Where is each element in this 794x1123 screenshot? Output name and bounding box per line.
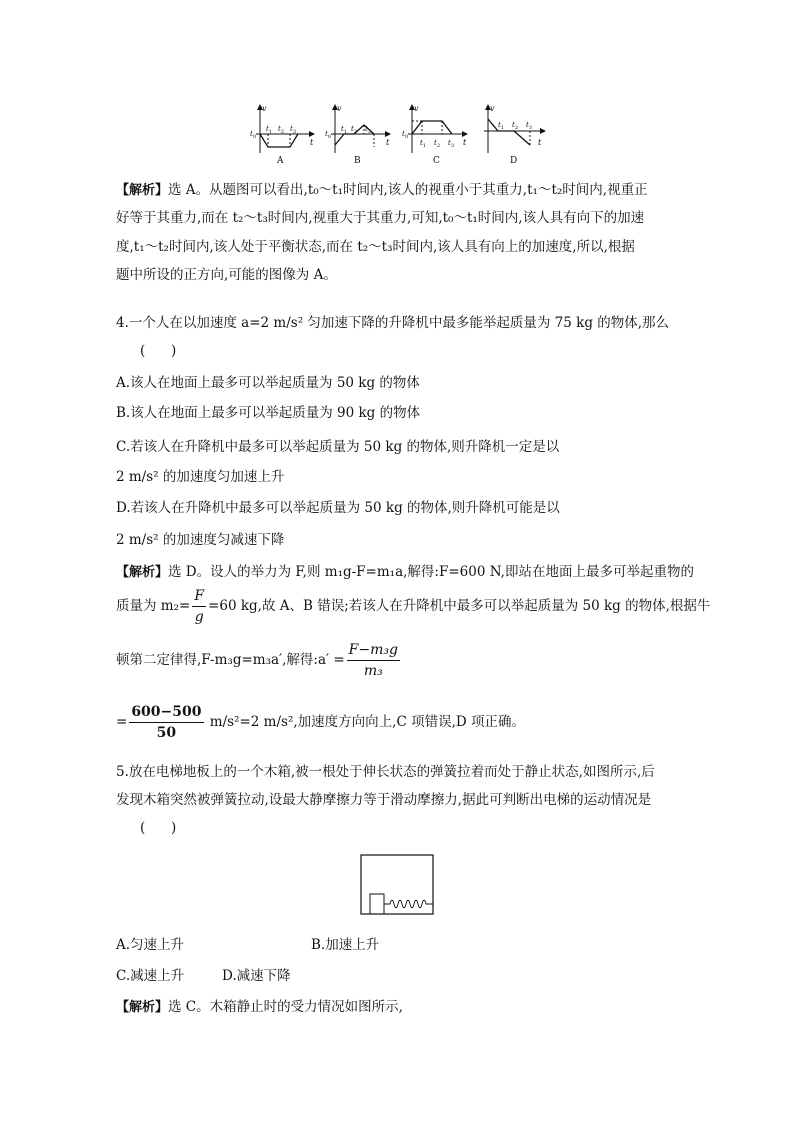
graph-c-t0-label: $t_0$ (402, 130, 409, 140)
elevator-frame (361, 855, 433, 914)
graph-d-t1-label: $t_1$ (498, 121, 505, 131)
fraction-denominator: m₃ (347, 660, 400, 681)
q5-stem-line-1: 5.放在电梯地板上的一个木箱,被一根处于伸长状态的弹簧拉着而处于静止状态,如图所示,后 (116, 764, 655, 780)
graph-b-t3-label: $t_3$ (365, 125, 372, 135)
wooden-box (370, 894, 384, 914)
q4-solution-line-2 (116, 586, 710, 627)
q3-solution-bracket: 【解析】 (116, 183, 169, 198)
q4-solution-text-4a: = (116, 714, 128, 730)
q4-solution-text-2b: =60 kg,故 A、B 错误;若该人在升降机中最多可以举起质量为 50 kg 的物体,根据牛 (208, 598, 711, 614)
graph-c-caption: C (433, 156, 440, 165)
graph-d-t2-label: $t_2$ (512, 121, 519, 131)
q4-stem: 4.一个人在以加速度 a=2 m/s² 匀加速下降的升降机中最多能举起质量为 75 kg 的物体,那么 (116, 315, 670, 331)
q4-option-c-line-1: C.若该人在升降机中最多可以举起质量为 50 kg 的物体,则升降机一定是以 (116, 439, 560, 455)
graph-b-t2-label: $t_2$ (351, 125, 358, 135)
q3-solution-text-1: 选 A。从题图可以看出,t₀～t₁时间内,该人的视重小于其重力,t₁～t₂时间内,视重正 (168, 182, 648, 198)
q3-solution-line-4: 题中所设的正方向,可能的图像为 A。 (116, 267, 337, 283)
graph-a-t1-label: $t_1$ (266, 125, 273, 135)
graph-b-t1-label: $t_1$ (341, 125, 348, 135)
q3-solution-line-2: 好等于其重力,而在 t₂～t₃时间内,视重大于其重力,可知,t₀～t₁时间内,该人具有向下的加速 (116, 210, 645, 226)
graph-d-t-label: t (538, 138, 542, 147)
graph-c-v-label: v (414, 104, 419, 113)
graph-a-v-label: v (262, 104, 267, 113)
q4-option-a: A.该人在地面上最多可以举起质量为 50 kg 的物体 (116, 375, 420, 391)
graph-a-t3-label: $t_3$ (290, 125, 297, 135)
fraction-denominator: 50 (129, 722, 203, 743)
q4-solution-bracket: 【解析】 (116, 565, 169, 580)
q5-solution-line-1 (116, 997, 403, 1018)
fraction-acceleration (347, 640, 400, 681)
fraction-numerator: F−m₃g (348, 642, 398, 658)
graph-c-t-label: t (463, 138, 467, 147)
graph-d-t3-label: $t_3$ (526, 121, 533, 131)
graph-b-v-label: v (337, 104, 342, 113)
q5-answer-paren: ( ) (140, 820, 177, 836)
q4-option-d-line-1: D.若该人在升降机中最多可以举起质量为 50 kg 的物体,则升降机可能是以 (116, 500, 560, 516)
q5-solution-bracket: 【解析】 (116, 1000, 169, 1015)
fraction-numerator: 600−500 (131, 704, 202, 720)
q5-option-d: D.减速下降 (222, 968, 291, 984)
spring-coil (384, 900, 433, 908)
q4-solution-text-4b: m/s²=2 m/s²,加速度方向向上,C 项错误,D 项正确。 (205, 714, 525, 730)
q5-option-b: B.加速上升 (311, 937, 380, 953)
q3-solution-line-1 (116, 180, 648, 201)
fraction-f-over-g (192, 586, 206, 627)
q4-solution-text-2a: 质量为 m₂= (116, 598, 191, 614)
q5-option-a: A.匀速上升 (116, 937, 185, 953)
q4-solution-line-3 (116, 640, 402, 681)
graph-d-v-label: v (490, 104, 495, 113)
graph-b-caption: B (354, 156, 361, 165)
fraction-denominator: g (192, 606, 206, 627)
q4-answer-paren: ( ) (140, 343, 177, 359)
elevator-box-spring-figure (360, 854, 436, 916)
q4-solution-text-3a: 顿第二定律得,F-m₃g=m₃a′,解得:a′ = (116, 652, 345, 668)
graph-b-t-label: t (386, 138, 390, 147)
graph-a-t2-label: $t_2$ (278, 125, 285, 135)
graph-a-t-label: t (310, 138, 314, 147)
graph-a-caption: A (277, 156, 284, 165)
graph-c-t3-label: $t_3$ (448, 139, 455, 149)
q5-solution-text-1: 选 C。木箱静止时的受力情况如图所示, (168, 999, 403, 1015)
q4-solution-line-1 (116, 562, 694, 583)
fraction-numeric (129, 702, 203, 743)
vt-graphs-figure (250, 103, 550, 165)
graph-a-t0-label: $t_0$ (250, 130, 257, 140)
graph-c-t2-label: $t_2$ (434, 139, 441, 149)
q4-option-d-line-2: 2 m/s² 的加速度匀减速下降 (116, 532, 285, 548)
q4-option-c-line-2: 2 m/s² 的加速度匀加速上升 (116, 469, 285, 485)
graph-b-t0-label: $t_0$ (325, 130, 332, 140)
graph-d-caption: D (510, 156, 518, 165)
q4-solution-text-1: 选 D。设人的举力为 F,则 m₁g-F=m₁a,解得:F=600 N,即站在地面上最多可举起重物的 (168, 564, 694, 580)
q4-option-b: B.该人在地面上最多可以举起质量为 90 kg 的物体 (116, 405, 421, 421)
q3-solution-line-3: 度,t₁～t₂时间内,该人处于平衡状态,而在 t₂～t₃时间内,该人具有向上的加速度,所以,根据 (116, 239, 635, 255)
q5-stem-line-2: 发现木箱突然被弹簧拉动,设最大静摩擦力等于滑动摩擦力,据此可判断出电梯的运动情况是 (116, 792, 652, 808)
q4-solution-line-4 (116, 702, 525, 743)
q5-option-c: C.减速上升 (116, 968, 185, 984)
fraction-numerator: F (194, 588, 205, 604)
graph-c-t1-label: $t_1$ (420, 139, 427, 149)
